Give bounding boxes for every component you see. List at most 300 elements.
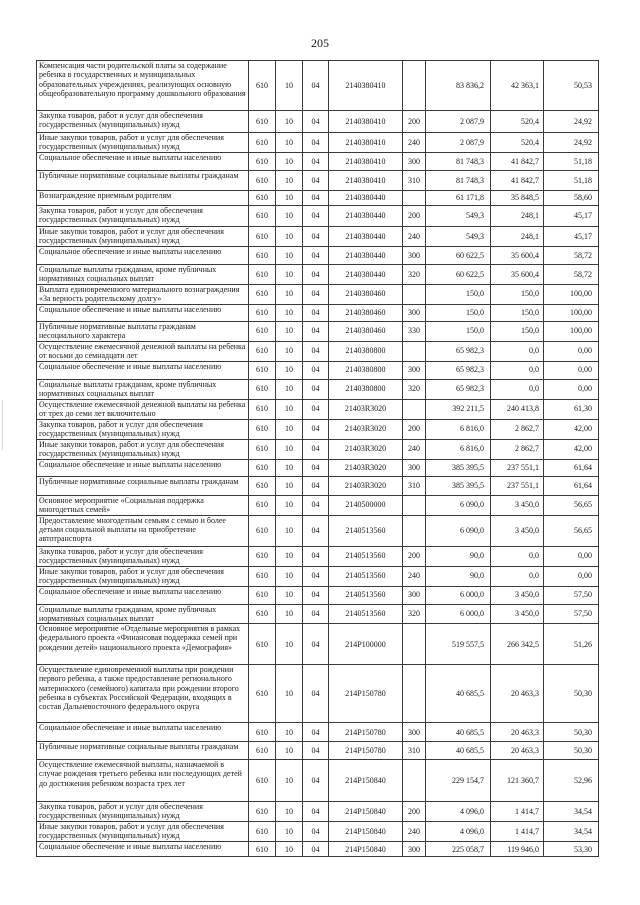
section-code-cell: 10	[276, 379, 303, 399]
expense-type-code-cell: 200	[403, 206, 426, 227]
target-article-code-cell: 2140380410	[329, 133, 403, 153]
subsection-code-cell: 04	[303, 566, 329, 586]
expense-type-code-cell: 200	[403, 546, 426, 566]
target-article-code-cell: 2140500000	[329, 495, 403, 515]
expense-type-code-cell: 310	[403, 742, 426, 760]
target-article-code-cell: 2140380410	[329, 171, 403, 191]
execution-percent-cell: 51,26	[544, 624, 599, 665]
executed-amount-cell: 20 463,3	[491, 665, 544, 723]
expense-name-cell: Иные закупки товаров, работ и услуг для обеспечения государственных (муниципальных) нужд	[37, 566, 249, 586]
expense-name-cell: Закупка товаров, работ и услуг для обеспечения государственных (муниципальных) нужд	[37, 546, 249, 566]
executed-amount-cell: 0,0	[491, 379, 544, 399]
planned-amount-cell: 4 096,0	[426, 802, 491, 822]
executed-amount-cell: 20 463,3	[491, 723, 544, 742]
budget-table-body	[37, 61, 599, 857]
executed-amount-cell: 150,0	[491, 321, 544, 341]
execution-percent-cell: 42,00	[544, 439, 599, 459]
expense-type-code-cell	[403, 61, 426, 111]
execution-percent-cell: 50,30	[544, 665, 599, 723]
department-code-cell: 610	[249, 191, 276, 206]
table-row	[37, 61, 599, 111]
table-row	[37, 476, 599, 495]
table-row	[37, 419, 599, 439]
section-code-cell: 10	[276, 439, 303, 459]
subsection-code-cell: 04	[303, 247, 329, 265]
subsection-code-cell: 04	[303, 546, 329, 566]
table-row	[37, 515, 599, 546]
planned-amount-cell: 385 395,5	[426, 459, 491, 476]
table-row	[37, 227, 599, 247]
target-article-code-cell: 214P150840	[329, 842, 403, 857]
expense-type-code-cell: 300	[403, 586, 426, 604]
expense-name-cell: Социальное обеспечение и иные выплаты населению	[37, 842, 249, 857]
target-article-code-cell: 21403R3020	[329, 439, 403, 459]
executed-amount-cell: 3 450,0	[491, 515, 544, 546]
table-row	[37, 341, 599, 361]
execution-percent-cell: 100,00	[544, 284, 599, 304]
subsection-code-cell: 04	[303, 419, 329, 439]
section-code-cell: 10	[276, 723, 303, 742]
planned-amount-cell: 65 982,3	[426, 379, 491, 399]
expense-type-code-cell: 330	[403, 321, 426, 341]
planned-amount-cell: 6 000,0	[426, 586, 491, 604]
target-article-code-cell: 2140380460	[329, 284, 403, 304]
table-row	[37, 171, 599, 191]
execution-percent-cell: 0,00	[544, 566, 599, 586]
department-code-cell: 610	[249, 546, 276, 566]
section-code-cell: 10	[276, 133, 303, 153]
executed-amount-cell: 3 450,0	[491, 586, 544, 604]
planned-amount-cell: 65 982,3	[426, 341, 491, 361]
subsection-code-cell: 04	[303, 586, 329, 604]
subsection-code-cell: 04	[303, 439, 329, 459]
planned-amount-cell: 2 087,9	[426, 111, 491, 133]
execution-percent-cell: 51,18	[544, 153, 599, 171]
executed-amount-cell: 3 450,0	[491, 495, 544, 515]
section-code-cell: 10	[276, 247, 303, 265]
target-article-code-cell: 21403R3020	[329, 476, 403, 495]
expense-name-cell: Социальное обеспечение и иные выплаты населению	[37, 153, 249, 171]
section-code-cell: 10	[276, 760, 303, 802]
expense-name-cell: Социальное обеспечение и иные выплаты населению	[37, 304, 249, 321]
execution-percent-cell: 57,50	[544, 586, 599, 604]
executed-amount-cell: 35 600,4	[491, 265, 544, 285]
table-row	[37, 760, 599, 802]
target-article-code-cell: 2140513560	[329, 546, 403, 566]
planned-amount-cell: 6 000,0	[426, 604, 491, 624]
expense-name-cell: Осуществление ежемесячной выплаты, назначаемой в случае рождения третьего ребенка или последующих детей до достижения ребенком возраста трех лет	[37, 760, 249, 802]
executed-amount-cell: 41 842,7	[491, 153, 544, 171]
department-code-cell: 610	[249, 171, 276, 191]
section-code-cell: 10	[276, 566, 303, 586]
execution-percent-cell: 56,65	[544, 495, 599, 515]
target-article-code-cell: 2140380460	[329, 304, 403, 321]
expense-type-code-cell	[403, 624, 426, 665]
execution-percent-cell: 0,00	[544, 361, 599, 379]
expense-type-code-cell: 300	[403, 723, 426, 742]
target-article-code-cell: 2140380440	[329, 265, 403, 285]
expense-type-code-cell: 300	[403, 842, 426, 857]
execution-percent-cell: 24,92	[544, 111, 599, 133]
executed-amount-cell: 0,0	[491, 546, 544, 566]
execution-percent-cell: 50,30	[544, 742, 599, 760]
subsection-code-cell: 04	[303, 341, 329, 361]
expense-name-cell: Основное мероприятие «Отдельные мероприятия в рамках федерального проекта «Финансовая поддержка семей при рождении детей» национального проекта «Демография»	[37, 624, 249, 665]
target-article-code-cell: 2140513560	[329, 566, 403, 586]
execution-percent-cell: 45,17	[544, 227, 599, 247]
expense-name-cell: Социальное обеспечение и иные выплаты населению	[37, 361, 249, 379]
section-code-cell: 10	[276, 842, 303, 857]
department-code-cell: 610	[249, 476, 276, 495]
table-row	[37, 624, 599, 665]
expense-name-cell: Компенсация части родительской платы за содержание ребенка в государственных и муниципальных образовательных учреждениях, реализующих основную общеобразовательную программу дошкольного образования	[37, 61, 249, 111]
execution-percent-cell: 53,30	[544, 842, 599, 857]
expense-type-code-cell: 310	[403, 171, 426, 191]
planned-amount-cell: 40 685,5	[426, 665, 491, 723]
section-code-cell: 10	[276, 265, 303, 285]
target-article-code-cell: 2140513560	[329, 604, 403, 624]
target-article-code-cell: 2140380460	[329, 321, 403, 341]
table-row	[37, 399, 599, 419]
department-code-cell: 610	[249, 321, 276, 341]
target-article-code-cell: 214P150780	[329, 742, 403, 760]
expense-type-code-cell: 300	[403, 459, 426, 476]
planned-amount-cell: 90,0	[426, 546, 491, 566]
expense-type-code-cell	[403, 191, 426, 206]
subsection-code-cell: 04	[303, 802, 329, 822]
expense-name-cell: Социальное обеспечение и иные выплаты населению	[37, 723, 249, 742]
expense-name-cell: Иные закупки товаров, работ и услуг для обеспечения государственных (муниципальных) нужд	[37, 227, 249, 247]
expense-type-code-cell: 310	[403, 476, 426, 495]
expense-name-cell: Выплата единовременного материального вознаграждения «За верность родительскому долгу»	[37, 284, 249, 304]
planned-amount-cell: 549,3	[426, 227, 491, 247]
table-row	[37, 321, 599, 341]
table-row	[37, 802, 599, 822]
expense-name-cell: Осуществление единовременной выплаты при рождении первого ребенка, а также предоставление регионального материнского (семейного) капитала при рождении второго ребенка в субъектах Российской Федерации, входящих в состав Дальневосточного федерального округа	[37, 665, 249, 723]
section-code-cell: 10	[276, 419, 303, 439]
table-row	[37, 191, 599, 206]
table-row	[37, 133, 599, 153]
scan-margin-mark	[2, 400, 3, 450]
expense-name-cell: Социальные выплаты гражданам, кроме публичных нормативных социальных выплат	[37, 379, 249, 399]
planned-amount-cell: 65 982,3	[426, 361, 491, 379]
section-code-cell: 10	[276, 304, 303, 321]
section-code-cell: 10	[276, 665, 303, 723]
subsection-code-cell: 04	[303, 284, 329, 304]
executed-amount-cell: 0,0	[491, 566, 544, 586]
subsection-code-cell: 04	[303, 206, 329, 227]
execution-percent-cell: 61,64	[544, 459, 599, 476]
target-article-code-cell: 214P150780	[329, 665, 403, 723]
execution-percent-cell: 61,64	[544, 476, 599, 495]
executed-amount-cell: 2 862,7	[491, 439, 544, 459]
execution-percent-cell: 0,00	[544, 546, 599, 566]
section-code-cell: 10	[276, 341, 303, 361]
expense-type-code-cell	[403, 665, 426, 723]
subsection-code-cell: 04	[303, 321, 329, 341]
executed-amount-cell: 35 848,5	[491, 191, 544, 206]
expense-name-cell: Социальное обеспечение и иные выплаты населению	[37, 247, 249, 265]
subsection-code-cell: 04	[303, 111, 329, 133]
expense-type-code-cell: 240	[403, 439, 426, 459]
expense-name-cell: Иные закупки товаров, работ и услуг для обеспечения государственных (муниципальных) нужд	[37, 822, 249, 842]
table-row	[37, 723, 599, 742]
target-article-code-cell: 214P150780	[329, 723, 403, 742]
expense-type-code-cell: 200	[403, 111, 426, 133]
expense-name-cell: Осуществление ежемесячной денежной выплаты на ребенка от восьми до семнадцати лет	[37, 341, 249, 361]
executed-amount-cell: 0,0	[491, 341, 544, 361]
section-code-cell: 10	[276, 206, 303, 227]
expense-name-cell: Социальные выплаты гражданам, кроме публичных нормативных социальных выплат	[37, 604, 249, 624]
planned-amount-cell: 83 836,2	[426, 61, 491, 111]
expense-type-code-cell: 240	[403, 822, 426, 842]
expense-type-code-cell: 240	[403, 227, 426, 247]
expense-type-code-cell	[403, 284, 426, 304]
table-row	[37, 546, 599, 566]
subsection-code-cell: 04	[303, 379, 329, 399]
section-code-cell: 10	[276, 476, 303, 495]
section-code-cell: 10	[276, 171, 303, 191]
subsection-code-cell: 04	[303, 665, 329, 723]
target-article-code-cell: 214P150840	[329, 760, 403, 802]
subsection-code-cell: 04	[303, 361, 329, 379]
subsection-code-cell: 04	[303, 171, 329, 191]
target-article-code-cell: 2140380440	[329, 191, 403, 206]
expense-name-cell: Закупка товаров, работ и услуг для обеспечения государственных (муниципальных) нужд	[37, 206, 249, 227]
expense-name-cell: Иные закупки товаров, работ и услуг для обеспечения государственных (муниципальных) нужд	[37, 439, 249, 459]
planned-amount-cell: 4 096,0	[426, 822, 491, 842]
department-code-cell: 610	[249, 265, 276, 285]
department-code-cell: 610	[249, 379, 276, 399]
subsection-code-cell: 04	[303, 227, 329, 247]
section-code-cell: 10	[276, 227, 303, 247]
department-code-cell: 610	[249, 247, 276, 265]
execution-percent-cell: 51,18	[544, 171, 599, 191]
subsection-code-cell: 04	[303, 153, 329, 171]
execution-percent-cell: 100,00	[544, 321, 599, 341]
expense-name-cell: Вознаграждение приемным родителям	[37, 191, 249, 206]
department-code-cell: 610	[249, 604, 276, 624]
department-code-cell: 610	[249, 111, 276, 133]
section-code-cell: 10	[276, 495, 303, 515]
executed-amount-cell: 1 414,7	[491, 822, 544, 842]
planned-amount-cell: 81 748,3	[426, 153, 491, 171]
section-code-cell: 10	[276, 802, 303, 822]
executed-amount-cell: 240 413,8	[491, 399, 544, 419]
subsection-code-cell: 04	[303, 399, 329, 419]
expense-name-cell: Социальное обеспечение и иные выплаты населению	[37, 586, 249, 604]
expense-type-code-cell: 320	[403, 604, 426, 624]
expense-type-code-cell: 320	[403, 265, 426, 285]
department-code-cell: 610	[249, 586, 276, 604]
section-code-cell: 10	[276, 586, 303, 604]
target-article-code-cell: 2140380440	[329, 247, 403, 265]
subsection-code-cell: 04	[303, 133, 329, 153]
planned-amount-cell: 40 685,5	[426, 742, 491, 760]
page-number: 205	[311, 36, 329, 50]
executed-amount-cell: 150,0	[491, 284, 544, 304]
table-row	[37, 586, 599, 604]
planned-amount-cell: 150,0	[426, 321, 491, 341]
executed-amount-cell: 150,0	[491, 304, 544, 321]
target-article-code-cell: 2140380440	[329, 227, 403, 247]
planned-amount-cell: 229 154,7	[426, 760, 491, 802]
expense-name-cell: Осуществление ежемесячной денежной выплаты на ребенка от трех до семи лет включительно	[37, 399, 249, 419]
expense-type-code-cell: 300	[403, 153, 426, 171]
target-article-code-cell: 21403R3020	[329, 419, 403, 439]
executed-amount-cell: 42 363,1	[491, 61, 544, 111]
table-row	[37, 284, 599, 304]
planned-amount-cell: 6 816,0	[426, 439, 491, 459]
section-code-cell: 10	[276, 321, 303, 341]
table-row	[37, 842, 599, 857]
table-row	[37, 361, 599, 379]
target-article-code-cell: 2140513560	[329, 515, 403, 546]
expense-type-code-cell: 300	[403, 304, 426, 321]
execution-percent-cell: 58,60	[544, 191, 599, 206]
target-article-code-cell: 2140380800	[329, 379, 403, 399]
table-row	[37, 153, 599, 171]
subsection-code-cell: 04	[303, 265, 329, 285]
planned-amount-cell: 6 090,0	[426, 515, 491, 546]
department-code-cell: 610	[249, 419, 276, 439]
planned-amount-cell: 150,0	[426, 304, 491, 321]
target-article-code-cell: 2140380410	[329, 111, 403, 133]
executed-amount-cell: 237 551,1	[491, 476, 544, 495]
executed-amount-cell: 3 450,0	[491, 604, 544, 624]
execution-percent-cell: 24,92	[544, 133, 599, 153]
planned-amount-cell: 60 622,5	[426, 247, 491, 265]
planned-amount-cell: 6 090,0	[426, 495, 491, 515]
table-row	[37, 379, 599, 399]
subsection-code-cell: 04	[303, 760, 329, 802]
execution-percent-cell: 58,72	[544, 247, 599, 265]
table-row	[37, 111, 599, 133]
table-row	[37, 206, 599, 227]
table-row	[37, 247, 599, 265]
executed-amount-cell: 266 342,5	[491, 624, 544, 665]
planned-amount-cell: 392 211,5	[426, 399, 491, 419]
target-article-code-cell: 2140380410	[329, 153, 403, 171]
planned-amount-cell: 150,0	[426, 284, 491, 304]
target-article-code-cell: 214P150840	[329, 802, 403, 822]
table-row	[37, 439, 599, 459]
target-article-code-cell: 214P150840	[329, 822, 403, 842]
executed-amount-cell: 248,1	[491, 206, 544, 227]
section-code-cell: 10	[276, 61, 303, 111]
department-code-cell: 610	[249, 665, 276, 723]
section-code-cell: 10	[276, 153, 303, 171]
subsection-code-cell: 04	[303, 624, 329, 665]
department-code-cell: 610	[249, 284, 276, 304]
expense-type-code-cell: 320	[403, 379, 426, 399]
expense-type-code-cell: 240	[403, 566, 426, 586]
expense-name-cell: Публичные нормативные социальные выплаты гражданам	[37, 171, 249, 191]
executed-amount-cell: 121 360,7	[491, 760, 544, 802]
table-row	[37, 742, 599, 760]
planned-amount-cell: 6 816,0	[426, 419, 491, 439]
executed-amount-cell: 520,4	[491, 111, 544, 133]
expense-type-code-cell	[403, 515, 426, 546]
department-code-cell: 610	[249, 842, 276, 857]
execution-percent-cell: 100,00	[544, 304, 599, 321]
executed-amount-cell: 2 862,7	[491, 419, 544, 439]
table-row	[37, 304, 599, 321]
executed-amount-cell: 1 414,7	[491, 802, 544, 822]
planned-amount-cell: 81 748,3	[426, 171, 491, 191]
department-code-cell: 610	[249, 760, 276, 802]
planned-amount-cell: 549,3	[426, 206, 491, 227]
subsection-code-cell: 04	[303, 822, 329, 842]
executed-amount-cell: 119 946,0	[491, 842, 544, 857]
execution-percent-cell: 52,96	[544, 760, 599, 802]
subsection-code-cell: 04	[303, 476, 329, 495]
planned-amount-cell: 519 557,5	[426, 624, 491, 665]
section-code-cell: 10	[276, 604, 303, 624]
target-article-code-cell: 2140513560	[329, 586, 403, 604]
section-code-cell: 10	[276, 361, 303, 379]
target-article-code-cell: 2140380440	[329, 206, 403, 227]
executed-amount-cell: 41 842,7	[491, 171, 544, 191]
expense-name-cell: Публичные нормативные социальные выплаты гражданам	[37, 742, 249, 760]
planned-amount-cell: 61 171,8	[426, 191, 491, 206]
department-code-cell: 610	[249, 723, 276, 742]
execution-percent-cell: 34,54	[544, 822, 599, 842]
section-code-cell: 10	[276, 284, 303, 304]
table-row	[37, 604, 599, 624]
section-code-cell: 10	[276, 515, 303, 546]
execution-percent-cell: 45,17	[544, 206, 599, 227]
subsection-code-cell: 04	[303, 304, 329, 321]
budget-table	[36, 60, 599, 857]
table-row	[37, 566, 599, 586]
department-code-cell: 610	[249, 304, 276, 321]
target-article-code-cell: 2140380800	[329, 341, 403, 361]
department-code-cell: 610	[249, 495, 276, 515]
executed-amount-cell: 237 551,1	[491, 459, 544, 476]
planned-amount-cell: 2 087,9	[426, 133, 491, 153]
section-code-cell: 10	[276, 546, 303, 566]
target-article-code-cell: 2140380800	[329, 361, 403, 379]
expense-name-cell: Закупка товаров, работ и услуг для обеспечения государственных (муниципальных) нужд	[37, 419, 249, 439]
planned-amount-cell: 40 685,5	[426, 723, 491, 742]
executed-amount-cell: 248,1	[491, 227, 544, 247]
table-row	[37, 459, 599, 476]
table-row	[37, 665, 599, 723]
department-code-cell: 610	[249, 624, 276, 665]
section-code-cell: 10	[276, 459, 303, 476]
execution-percent-cell: 50,30	[544, 723, 599, 742]
executed-amount-cell: 20 463,3	[491, 742, 544, 760]
expense-name-cell: Публичные нормативные социальные выплаты гражданам	[37, 476, 249, 495]
table-row	[37, 265, 599, 285]
expense-type-code-cell	[403, 399, 426, 419]
expense-name-cell: Иные закупки товаров, работ и услуг для обеспечения государственных (муниципальных) нужд	[37, 133, 249, 153]
section-code-cell: 10	[276, 399, 303, 419]
expense-type-code-cell	[403, 341, 426, 361]
section-code-cell: 10	[276, 624, 303, 665]
execution-percent-cell: 34,54	[544, 802, 599, 822]
target-article-code-cell: 2140380410	[329, 61, 403, 111]
execution-percent-cell: 57,50	[544, 604, 599, 624]
expense-type-code-cell: 300	[403, 361, 426, 379]
section-code-cell: 10	[276, 822, 303, 842]
planned-amount-cell: 90,0	[426, 566, 491, 586]
planned-amount-cell: 225 058,7	[426, 842, 491, 857]
expense-type-code-cell: 200	[403, 419, 426, 439]
department-code-cell: 610	[249, 742, 276, 760]
department-code-cell: 610	[249, 439, 276, 459]
